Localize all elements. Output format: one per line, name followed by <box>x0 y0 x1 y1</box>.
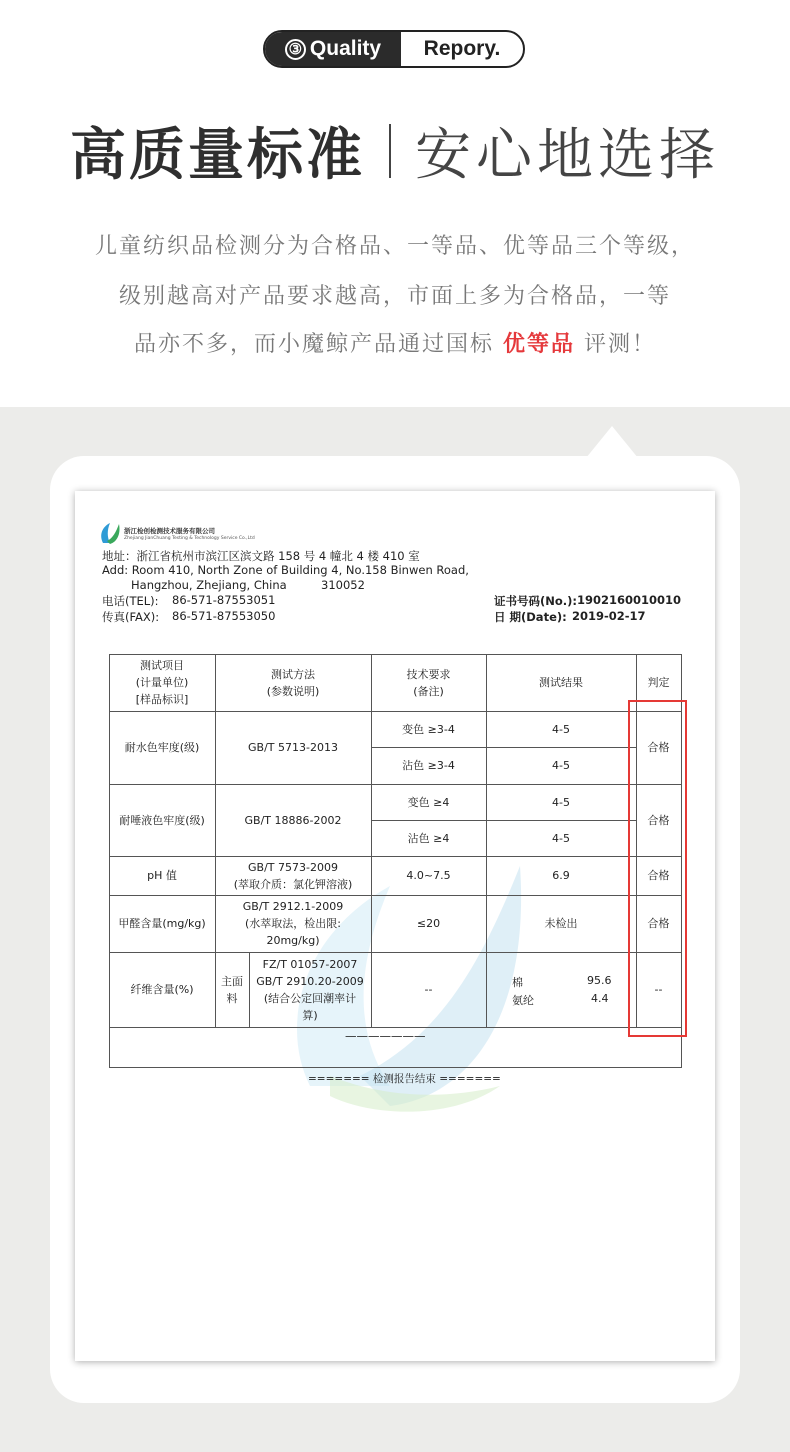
ph-method-1: GB/T 7573-2009 <box>248 860 338 874</box>
badge-right-text: Repory. <box>423 37 501 60</box>
ph-req: 4.0~7.5 <box>406 869 451 882</box>
water-method: GB/T 5713-2013 <box>248 741 338 754</box>
header-item-3: [样品标识] <box>135 693 189 706</box>
header-method-2: (参数说明) <box>266 684 320 698</box>
fiber-method-1: FZ/T 01057-2007 <box>262 957 358 971</box>
header-method-1: 测试方法 <box>271 667 315 681</box>
quality-report-badge <box>263 30 525 68</box>
desc-line3-pre: 品亦不多，而小魔鲸产品通过国标 <box>133 332 494 357</box>
fiber-method-4: 算) <box>302 1008 318 1022</box>
fiber-method <box>249 952 371 1027</box>
ph-res: 6.9 <box>552 869 570 882</box>
fiber-method-3: (结合公定回潮率计 <box>263 991 357 1005</box>
fiber-sub-2: 料 <box>226 991 238 1005</box>
address-cn: 地址：浙江省杭州市滨江区滨文路 158 号 4 幢北 4 楼 410 室 <box>102 549 420 563</box>
description-line-1: 儿童纺织品检测分为合格品、一等品、优等品三个等级， <box>94 234 695 259</box>
headline-bold: 高质量标准 <box>70 123 365 188</box>
headline-divider <box>389 124 391 178</box>
formaldehyde-method-2: (水萃取法，检出限: <box>245 917 341 930</box>
badge-left-text: Quality <box>309 37 382 60</box>
date-value: 2019-02-17 <box>572 609 646 623</box>
saliva-item: 耐唾液色牢度(级) <box>119 813 205 827</box>
water-res-2: 4-5 <box>552 759 570 772</box>
water-item: 耐水色牢度(级) <box>124 741 200 754</box>
ph-method <box>215 856 371 895</box>
fiber-res-val-1: 95.6 <box>587 974 612 987</box>
fiber-sub-1: 主面 <box>221 974 243 988</box>
date-label: 日 期(Date): <box>494 610 567 624</box>
test-report-document <box>75 491 715 1361</box>
cert-number: 1902160010010 <box>577 593 682 607</box>
formaldehyde-req: ≤20 <box>416 917 441 930</box>
address-en-2: Hangzhou, Zhejiang, China <box>131 578 287 592</box>
empty-row-line: ——————— <box>345 1029 426 1043</box>
formaldehyde-judge: 合格 <box>647 917 670 930</box>
top-section <box>0 0 790 407</box>
fiber-judge: -- <box>654 983 663 996</box>
company-name-en: Zhejiang JianChuang Testing & Technology Service Co.,Ltd <box>124 536 255 541</box>
description-line-2: 级别越高对产品要求越高，市面上多为合格品，一等 <box>118 284 671 309</box>
tel-value: 86-571-87553051 <box>172 593 276 607</box>
ph-method-2: (萃取介质：氯化钾溶液) <box>233 877 353 891</box>
saliva-res-1: 4-5 <box>552 795 570 809</box>
header-method <box>215 654 371 711</box>
formaldehyde-method-1: GB/T 2912.1-2009 <box>242 900 344 913</box>
fax-label: 传真(FAX): <box>102 610 160 624</box>
header-item-1: 测试项目 <box>140 659 184 672</box>
report-end-marker: ======= 检测报告结束 ======= <box>308 1073 501 1085</box>
header-item <box>109 654 215 711</box>
address-en-1: Add: Room 410, North Zone of Building 4, No.158 Binwen Road, <box>102 563 469 577</box>
cert-label: 证书号码(No.): <box>494 594 578 608</box>
saliva-req-1: 变色 ≥4 <box>407 795 450 809</box>
header-item-2: (计量单位) <box>135 676 189 689</box>
fiber-sub <box>215 952 249 1027</box>
fiber-res-val-2: 4.4 <box>591 992 609 1005</box>
saliva-res-2: 4-5 <box>552 831 570 845</box>
fiber-method-2: GB/T 2910.20-2009 <box>256 974 364 988</box>
fiber-res-name-2: 氨纶 <box>512 994 534 1007</box>
saliva-req-2: 沾色 ≥4 <box>407 831 450 845</box>
header-judgement: 判定 <box>647 676 670 689</box>
water-req-1: 变色 ≥3-4 <box>402 722 455 736</box>
description-line-3 <box>0 327 790 358</box>
saliva-judge: 合格 <box>647 813 670 827</box>
badge-left <box>265 32 401 66</box>
fax-value: 86-571-87553050 <box>172 609 276 623</box>
water-res-1: 4-5 <box>552 722 570 736</box>
saliva-method: GB/T 18886-2002 <box>244 813 342 827</box>
fiber-item: 纤维含量(%) <box>130 983 194 996</box>
headline <box>0 112 790 190</box>
header-result: 测试结果 <box>539 676 583 689</box>
water-judge: 合格 <box>647 741 670 754</box>
test-results-table <box>109 654 682 1068</box>
formaldehyde-res: 未检出 <box>544 917 578 930</box>
formaldehyde-method <box>215 895 371 952</box>
headline-light: 安心地选择 <box>415 123 720 188</box>
company-name-cn: 浙江检创检测技术服务有限公司 <box>124 527 215 535</box>
postcode: 310052 <box>321 578 365 592</box>
desc-line3-post: 评测！ <box>584 332 657 357</box>
badge-number: ③ <box>285 39 306 60</box>
judgement-highlight-box <box>628 700 687 1037</box>
ph-judge: 合格 <box>647 869 670 882</box>
fiber-res-name-1: 棉 <box>512 976 523 989</box>
formaldehyde-method-3: 20mg/kg) <box>266 934 320 947</box>
ph-item: pH 值 <box>147 869 177 882</box>
card-pointer <box>586 426 638 458</box>
tel-label: 电话(TEL): <box>102 594 159 608</box>
company-logo-icon <box>99 521 121 545</box>
water-req-2: 沾色 ≥3-4 <box>402 759 455 772</box>
header-requirement <box>371 654 486 711</box>
header-req-2: (备注) <box>413 684 444 698</box>
fiber-req: -- <box>424 983 433 996</box>
formaldehyde-item: 甲醛含量(mg/kg) <box>118 917 206 930</box>
header-req-1: 技术要求 <box>406 667 451 681</box>
desc-line3-highlight: 优等品 <box>502 332 575 357</box>
